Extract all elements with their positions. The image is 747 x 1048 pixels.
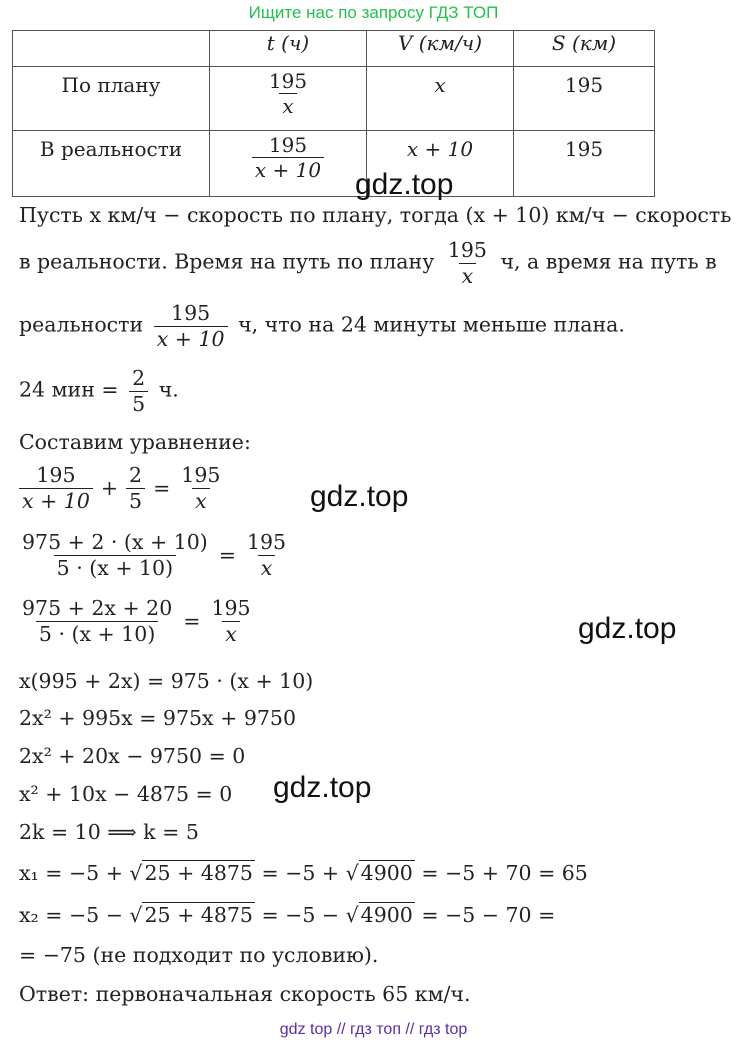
equation-4: x(995 + 2x) = 975 · (x + 10): [19, 669, 314, 693]
table-row-plan-s: 195: [514, 67, 655, 131]
frac-den: x: [459, 263, 477, 289]
table-header-empty: [13, 31, 210, 67]
table-row-plan-v: x: [367, 67, 514, 131]
sqrt-radicand: 4900: [360, 903, 413, 927]
table-header-v: V (км/ч): [367, 31, 514, 67]
equation-3: [19, 596, 258, 646]
frac-num: 975 + 2x + 20: [22, 596, 173, 620]
table-header-t: t (ч): [210, 31, 367, 67]
data-table: [12, 30, 655, 197]
eq10-e: = −5 − 70 =: [414, 903, 556, 927]
table-row-plan-label: По плану: [13, 67, 210, 131]
equation-8: 2k = 10 ⟹ k = 5: [19, 820, 199, 844]
p4-text-b: ч.: [158, 377, 179, 402]
frac-den: 5: [126, 488, 145, 514]
frac-num: 195: [36, 463, 76, 487]
frac-num: 195: [246, 530, 287, 554]
equals-sign: =: [183, 609, 201, 634]
watermark: gdz.top: [578, 612, 677, 645]
frac-num: 975 + 2 · (x + 10): [22, 530, 208, 554]
frac-den: x + 10: [154, 326, 228, 352]
frac-num: 2: [129, 463, 143, 487]
equation-1: [19, 463, 227, 513]
table-header-s: S (км): [514, 31, 655, 67]
paragraph-4: [19, 366, 179, 416]
frac-den: x: [279, 93, 296, 118]
eq10-c: = −5 − √: [254, 903, 359, 927]
p3-text-b: ч, что на 24 минуты меньше плана.: [238, 312, 625, 337]
footer-links[interactable]: gdz top // гдз топ // гдз top: [279, 1021, 468, 1038]
paragraph-1: Пусть x км/ч − скорость по плану, тогда (x + 10) км/ч − скорость: [19, 203, 732, 227]
watermark: gdz.top: [355, 168, 454, 201]
p2-text-a: в реальности. Время на путь по плану: [19, 249, 435, 274]
frac-den: 5 · (x + 10): [54, 555, 176, 581]
frac-den: x + 10: [252, 157, 324, 182]
plus-sign: +: [100, 476, 119, 501]
frac-num: 195: [268, 69, 308, 93]
equation-11: = −75 (не подходит по условию).: [19, 943, 379, 967]
paragraph-5: Составим уравнение:: [19, 430, 251, 454]
table-row-real-v: x + 10: [367, 131, 514, 197]
equation-5: 2x² + 995x = 975x + 9750: [19, 706, 297, 730]
frac-num: 195: [181, 463, 221, 487]
equation-9: [19, 861, 588, 885]
frac-den: x: [258, 555, 276, 581]
frac-den: 5: [129, 391, 148, 417]
frac-num: 195: [171, 301, 211, 325]
eq9-e: = −5 + 70 = 65: [414, 861, 588, 885]
table-row-plan-t: [210, 67, 367, 131]
equals-sign: =: [153, 476, 171, 501]
table-row-real-t: [210, 131, 367, 197]
frac-num: 195: [211, 596, 251, 620]
answer-line: Ответ: первоначальная скорость 65 км/ч.: [19, 982, 471, 1006]
frac-den: x: [222, 621, 240, 647]
p3-text-a: реальности: [19, 312, 144, 337]
watermark: gdz.top: [273, 771, 372, 804]
equals-sign: =: [218, 543, 236, 568]
sqrt-radicand: 25 + 4875: [144, 903, 253, 927]
frac-num: 2: [132, 366, 146, 390]
frac-den: x + 10: [19, 488, 93, 514]
sqrt-radicand: 25 + 4875: [144, 861, 253, 885]
frac-num: 195: [268, 133, 308, 157]
p4-text-a: 24 мин =: [19, 377, 119, 402]
search-hint-header[interactable]: Ищите нас по запросу ГДЗ ТОП: [248, 3, 499, 22]
table-row-real-s: 195: [514, 131, 655, 197]
p2-text-b: ч, а время на путь в: [500, 249, 717, 274]
frac-num: 195: [447, 238, 487, 262]
table-row-real-label: В реальности: [13, 131, 210, 197]
sqrt-radicand: 4900: [360, 861, 413, 885]
frac-den: 5 · (x + 10): [36, 621, 158, 647]
watermark: gdz.top: [310, 480, 409, 513]
equation-7: x² + 10x − 4875 = 0: [19, 782, 233, 806]
paragraph-2: [19, 238, 717, 288]
equation-2: [19, 530, 293, 580]
eq9-a: x₁ = −5 + √: [19, 861, 143, 885]
paragraph-3: [19, 301, 625, 351]
frac-den: x: [192, 488, 210, 514]
eq10-a: x₂ = −5 − √: [19, 903, 143, 927]
equation-6: 2x² + 20x − 9750 = 0: [19, 744, 246, 768]
eq9-c: = −5 + √: [254, 861, 359, 885]
equation-10: [19, 903, 555, 927]
